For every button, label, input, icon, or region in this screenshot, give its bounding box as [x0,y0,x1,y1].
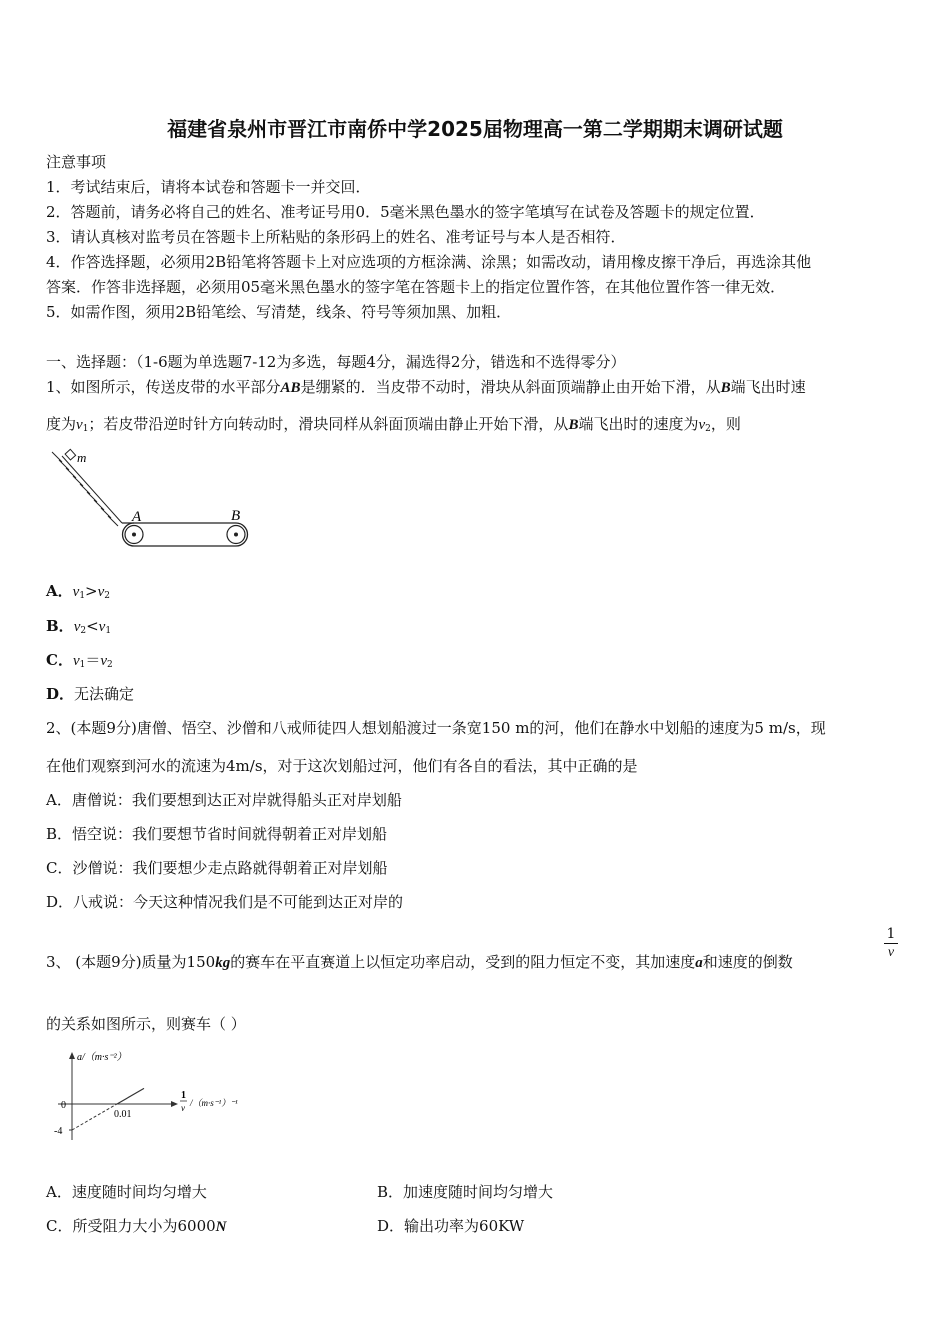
y-axis-label: a/（m·s⁻²） [77,1052,127,1063]
q3-fraction-bar [884,943,898,944]
notice-heading: 注意事项 [46,153,107,171]
slider-block [65,449,76,460]
q2-option-c[interactable]: C．沙僧说：我们要想少走点路就得朝着正对岸划船 [46,859,388,877]
x-axis-arrow [171,1101,178,1107]
section-heading: 一、选择题：（1-6题为单选题7-12为多选，每题4分，漏选得2分，错选和不选得零分） [46,353,626,371]
mass-label: m [77,450,87,465]
q2-line1: 2、(本题9分)唐僧、悟空、沙僧和八戒师徒四人想划船渡过一条宽150 m的河，他们在静水中划船的速度为5 m/s，现 [46,719,826,737]
notice-item-4-cont: 答案．作答非选择题，必须用05毫米黑色墨水的签字笔在答题卡上的指定位置作答，在其他位置作答一律无效． [46,278,786,296]
q3-option-a[interactable]: A．速度随时间均匀增大 [46,1183,207,1201]
q3-line2: 的关系如图所示，则赛车（ ） [46,1015,246,1033]
x-label-num: 1 [181,1090,186,1101]
q3-option-c[interactable]: C．所受阻力大小为6000N [46,1217,227,1235]
q1-option-c[interactable]: C．$v_1=v_2$ [46,651,113,670]
point-a-label: A [132,509,142,525]
q2-option-a[interactable]: A．唐僧说：我们要想到达正对岸就得船头正对岸划船 [46,791,402,809]
q1-option-d[interactable]: D．无法确定 [46,685,135,703]
q3-option-b[interactable]: B．加速度随时间均匀增大 [377,1183,554,1201]
q3-line1: 3、 (本题9分)质量为150kg的赛车在平直赛道上以恒定功率启动，受到的阻力恒定不变，其加速度a和速度的倒数 [46,953,793,971]
q3-graph [44,1048,274,1148]
pulley-a-axle [132,533,136,537]
q3-option-d[interactable]: D．输出功率为60KW [377,1217,525,1235]
y-axis-arrow [69,1052,75,1059]
notice-item-3: 3．请认真核对监考员在答题卡上所粘贴的条形码上的姓名、准考证号与本人是否相符． [46,228,626,246]
q1-line1: 1、如图所示，传送皮带的水平部分AB是绷紧的．当皮带不动时，滑块从斜面顶端静止由开始下滑，从B端飞出时速 [46,378,806,396]
data-line [117,1088,144,1104]
notice-item-5: 5．如需作图，须用2B铅笔绘、写清楚，线条、符号等须加黑、加粗． [46,303,512,321]
x-axis-label: /（m·s⁻¹）⁻¹ [190,1098,238,1108]
q1-figure [44,448,254,552]
q1-option-b[interactable]: B．$v_2<v_1$ [46,617,112,636]
notice-item-4: 4．作答选择题，必须用2B铅笔将答题卡上对应选项的方框涂满、涂黑；如需改动，请用橡皮擦干净后，再选涂其他 [46,253,812,271]
page-title: 福建省泉州市晋江市南侨中学2025届物理高一第二学期期末调研试题 [167,117,783,141]
q1-option-a[interactable]: A．$v_1>v_2$ [46,582,111,601]
q3-fraction-num: 1 [886,926,896,942]
notice-item-2: 2．答题前，请务必将自己的姓名、准考证号用0．5毫米黑色墨水的签字笔填写在试卷及答题卡的规定位置． [46,203,765,221]
q2-option-b[interactable]: B．悟空说：我们要想节省时间就得朝着正对岸划船 [46,825,388,843]
q3-fraction-den: v [887,945,895,960]
q1-line2: 度为$v_1$；若皮带沿逆时针方向转动时，滑块同样从斜面顶端由静止开始下滑，从B端飞出时的速度为$v_2$，则 [46,415,741,434]
point-b-label: B [231,508,241,524]
x-tick-label: 0.01 [114,1109,132,1120]
pulley-b-axle [234,533,238,537]
dashed-extension [72,1104,117,1130]
q2-option-d[interactable]: D．八戒说：今天这种情况我们是不可能到达正对岸的 [46,893,404,911]
x-label-den: v [181,1103,185,1113]
q3-fraction [884,926,898,961]
incline-hatching [52,452,122,526]
y-neg-label: -4 [54,1126,63,1137]
origin-label: 0 [61,1100,66,1111]
q2-line2: 在他们观察到河水的流速为4m/s，对于这次划船过河，他们有各自的看法，其中正确的是 [46,757,638,775]
notice-item-1: 1．考试结束后，请将本试卷和答题卡一并交回． [46,178,371,196]
